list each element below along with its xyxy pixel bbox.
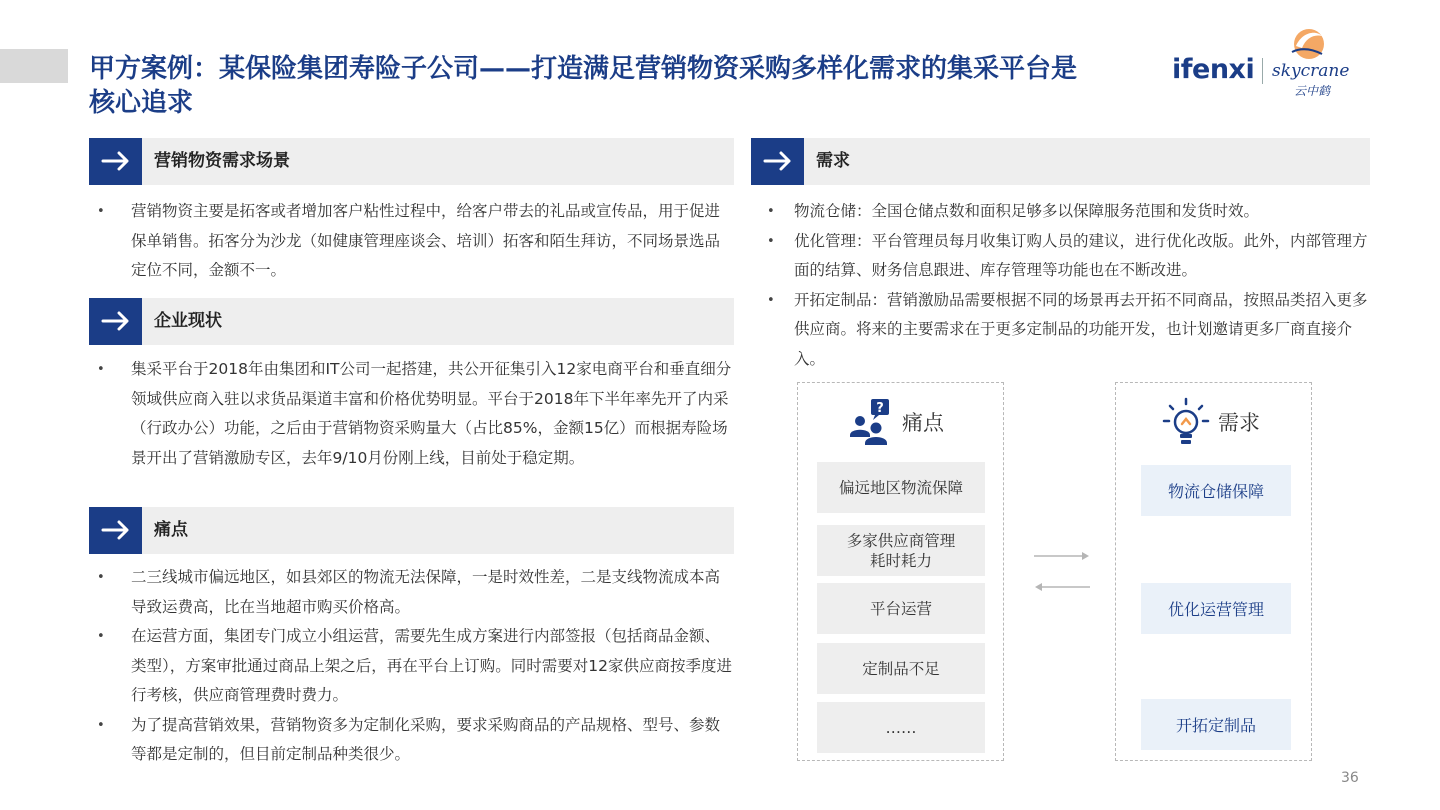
pain-item: 定制品不足 xyxy=(817,643,985,694)
bullet-item: • 物流仓储：全国仓储点数和面积足够多以保障服务范围和发货时效。 xyxy=(759,197,1369,227)
arrow-right-icon xyxy=(101,150,131,172)
needs-bullets xyxy=(759,197,1369,374)
logo-ifenxi: ifenxi xyxy=(1172,54,1255,85)
people-question-icon xyxy=(849,399,893,445)
section-label: 营销物资需求场景 xyxy=(154,151,290,171)
bullet-item: • 营销物资主要是拓客或者增加客户粘性过程中，给客户带去的礼品或宣传品，用于促进保单销售。拓客分为沙龙（如健康管理座谈会、培训）拓客和陌生拜访，不同场景选品定位不同，金额不一。 xyxy=(89,197,734,286)
section-arrow-box xyxy=(89,507,142,554)
section-label: 企业现状 xyxy=(154,311,222,331)
needs-panel-title: 需求 xyxy=(1218,411,1260,435)
pain-item: 平台运营 xyxy=(817,583,985,634)
section-header-needs xyxy=(751,138,1370,185)
pain-item: 多家供应商管理 耗时耗力 xyxy=(817,525,985,576)
section-arrow-box xyxy=(751,138,804,185)
section-label: 痛点 xyxy=(154,520,188,540)
logo-skycrane-cn: 云中鹤 xyxy=(1294,84,1331,98)
need-item: 优化运营管理 xyxy=(1141,583,1291,634)
exchange-arrows-icon xyxy=(1032,548,1092,594)
arrow-right-icon xyxy=(101,519,131,541)
pain-item: …… xyxy=(817,702,985,753)
need-item: 物流仓储保障 xyxy=(1141,465,1291,516)
svg-text:?: ? xyxy=(876,401,884,416)
logo xyxy=(1172,26,1372,106)
bullet-item: • 优化管理：平台管理员每月收集订购人员的建议，进行优化改版。此外，内部管理方面的结算、财务信息跟进、库存管理等功能也在不断改进。 xyxy=(759,227,1369,286)
status-bullets xyxy=(89,355,734,473)
bullet-item: • 二三线城市偏远地区，如县郊区的物流无法保障，一是时效性差，二是支线物流成本高导致运费高，比在当地超市购买价格高。 xyxy=(89,563,734,622)
side-tab-decoration xyxy=(0,49,68,83)
section-arrow-box xyxy=(89,138,142,185)
logo-skycrane: skycrane xyxy=(1272,61,1350,81)
section-header-pain xyxy=(89,507,734,554)
bullet-item: • 开拓定制品：营销激励品需要根据不同的场景再去开拓不同商品，按照品类招入更多供应商。将来的主要需求在于更多定制品的功能开发，也计划邀请更多厂商直接介入。 xyxy=(759,286,1369,375)
logo-separator xyxy=(1262,58,1263,84)
arrow-right-icon xyxy=(101,310,131,332)
pain-item: 偏远地区物流保障 xyxy=(817,462,985,513)
pain-panel-title: 痛点 xyxy=(902,411,944,435)
bullet-item: • 集采平台于2018年由集团和IT公司一起搭建，共公开征集引入12家电商平台和垂直细分领域供应商入驻以求货品渠道丰富和价格优势明显。平台于2018年下半年率先开了内采（行政办公）功能，之后由于营销物资采购量大（占比85%，金额15亿）而根据寿险场景开出了营销激励专区，去年9/10月份刚上线，目前处于稳定期。 xyxy=(89,355,734,473)
page-title: 甲方案例：某保险集团寿险子公司——打造满足营销物资采购多样化需求的集采平台是核心追求 xyxy=(89,54,1078,118)
skycrane-bird-icon xyxy=(1282,26,1328,62)
need-item: 开拓定制品 xyxy=(1141,699,1291,750)
pain-bullets xyxy=(89,563,734,770)
pain-panel xyxy=(797,382,1004,761)
lightbulb-icon xyxy=(1162,397,1210,447)
page-number: 36 xyxy=(1341,770,1359,786)
arrow-right-icon xyxy=(763,150,793,172)
scene-bullets xyxy=(89,197,734,286)
section-label: 需求 xyxy=(816,151,850,171)
bullet-item: • 为了提高营销效果，营销物资多为定制化采购，要求采购商品的产品规格、型号、参数等都是定制的，但目前定制品种类很少。 xyxy=(89,711,734,770)
bullet-item: • 在运营方面，集团专门成立小组运营，需要先生成方案进行内部签报（包括商品金额、类型），方案审批通过商品上架之后，再在平台上订购。同时需要对12家供应商按季度进行考核，供应商管理费时费力。 xyxy=(89,622,734,711)
needs-panel xyxy=(1115,382,1312,761)
section-header-status xyxy=(89,298,734,345)
section-arrow-box xyxy=(89,298,142,345)
section-header-scene xyxy=(89,138,734,185)
